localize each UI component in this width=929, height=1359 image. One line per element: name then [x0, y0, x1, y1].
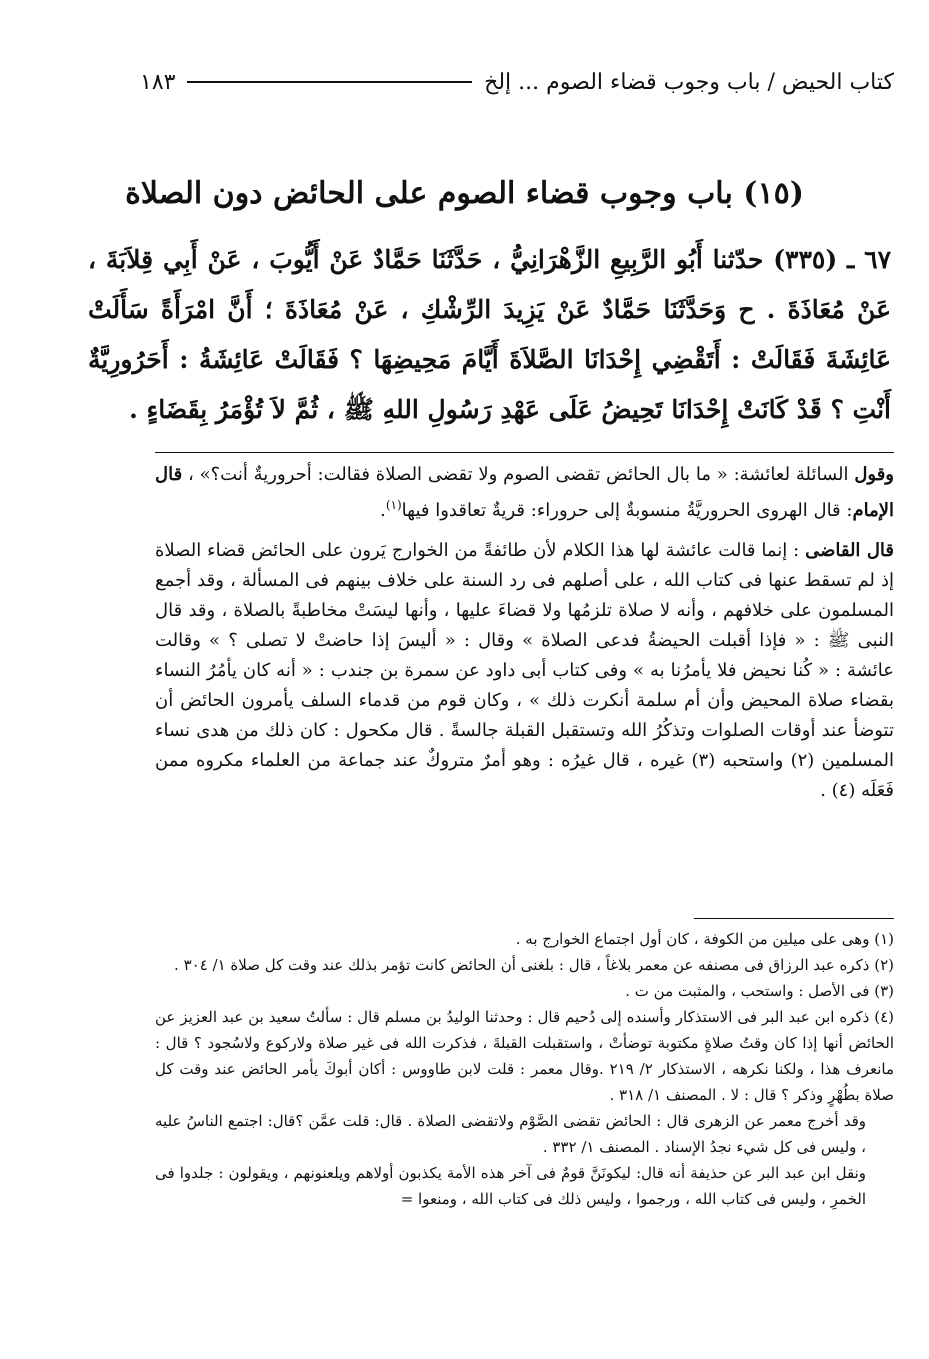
commentary-qadi-lead: قال القاضى — [805, 540, 894, 561]
commentary-paragraph-2 — [155, 536, 894, 806]
footnote-4-cont: ونقل ابن عبد البر عن حذيفة أنه قال: ليكونَنَّ قومٌ فى آخر هذه الأمة يكذبون أولاهم ويلعنونهم ، ويقولون : جلدوا فى الخمرِ ، وليس فى كتاب الله ، ورجموا ، وليس ذلك فى كتاب الله ، ومنعوا = — [155, 1164, 866, 1208]
footnote-1: (١) وهى على ميلين من الكوفة ، كان أول اجتماع الخوارج به . — [515, 930, 894, 948]
page-number: ١٨٣ — [140, 69, 176, 95]
commentary-text: السائلة لعائشة: « ما بال الحائض تقضى الصوم ولا تقضى الصلاة فقالت: أحروريةٌ أنت؟» ، — [182, 464, 855, 485]
header-rule — [187, 81, 472, 83]
footnote-rule — [694, 918, 894, 919]
commentary-text: : إنما قالت عائشة لها هذا الكلام لأن طائفةً من الخوارج يَرون على الحائض قضاء الصلاة إذ لم تسقط عنها فى كتاب الله ، على أصلهم فى رد السنة على خلاف بينهم فى المسألة ، وقد أجمع المسلمون على خلافهم ، وأنه لا صلاة تلزمُها ولا قضاءَ عليها ، وأنها ليسَتْ مخاطبةً بالصلاة ، وقد قال النبى ﷺ : « فإذا أقبلت الحيضةُ فدعى الصلاة » وقال : « أليسَ إذا حاضتْ لا تصلى ؟ » وقالت عائشة : « كُنا نحيض فلا يأمرُنا به » وفى كتاب أبى داود عن سمرة بن جندب : « أنه كان يأمُرُ النساء بقضاء صلاة المحيض وأن أم سلمة أنكرت ذلك » ، وكان قوم من قدماء السلف يأمرون الحائض أن تتوضأ عند أوقات الصلوات وتذكُرُ الله وتستقبل القبلة جالسةً . قال مكحول : كان ذلك من هدى نساء المسلمين (٢) واستحبه (٣) غيره ، قال غيرُه : وهو أمرٌ متروكٌ عند جماعة من العلماء مكروه ممن فَعَلَه (٤) . — [155, 540, 895, 801]
commentary-lead: وقول — [854, 464, 894, 485]
running-head — [140, 62, 894, 102]
footnote-3: (٣) فى الأصل : واستحب ، والمثبت من ت . — [625, 982, 894, 1000]
hadith-paragraph: ٦٧ ـ (٣٣٥) حدّثنا أَبُو الرَّبِيعِ الزَّهْرَانِيُّ ، حَدَّثَنَا حَمَّادٌ عَنْ أَيُّوبَ ، عَنْ أَبِي قِلاَبَةَ ، عَنْ مُعَاذَةَ . ح وَحَدَّثَنَا حَمَّادٌ عَنْ يَزِيدَ الرِّشْكِ ، عَنْ مُعَاذَةَ ؛ أَنَّ امْرَأَةً سَأَلَتْ عَائِشَةَ فَقَالَتْ : أَتَقْضِي إِحْدَانَا الصَّلاَةَ أَيَّامَ مَحِيضِهَا ؟ فَقَالَتْ عَائِشَةُ : أَحَرُورِيَّةٌ أَنْتِ ؟ قَدْ كَانَتْ إِحْدَانَا تَحِيضُ عَلَى عَهْدِ رَسُولِ اللهِ ﷺ ، ثُمَّ لاَ تُؤْمَرُ بِقَضَاءٍ . — [88, 245, 892, 424]
footnote-2: (٢) ذكره عبد الرزاق فى مصنفه عن معمر بلاغاً ، قال : بلغنى أن الحائض كانت تؤمر بذلك عند وقت كل صلاة ١/ ٣٠٤ . — [174, 956, 894, 974]
hadith-text — [88, 235, 891, 435]
footnote-4-cont: وقد أخرج معمر عن الزهرى قال : الحائض تقضى الصَّوْم ولاتقضى الصلاة . قال: قلت عمَّن ؟قال: اجتمع الناسُ عليه ، وليس فى كل شيء نجدُ الإسناد . المصنف ١/ ٣٣٢ . — [155, 1112, 866, 1156]
running-title: كتاب الحيض / باب وجوب قضاء الصوم ... إلخ — [484, 69, 894, 95]
footnote-ref: (١) — [385, 498, 402, 512]
commentary-text: : قال الهروى الحروريَّةُ منسوبةٌ إلى حروراء: قريةٌ تعاقدوا فيها — [401, 500, 853, 521]
commentary-imam-lead: قال الإمام — [155, 464, 894, 521]
section-divider — [155, 452, 894, 453]
commentary-text: . — [380, 500, 386, 521]
chapter-title: (١٥) باب وجوب قضاء الصوم على الحائض دون الصلاة — [125, 176, 804, 211]
commentary-paragraph-1 — [155, 460, 894, 526]
footnotes — [155, 926, 894, 1212]
commentary — [155, 460, 894, 816]
footnote-4: (٤) ذكره ابن عبد البر فى الاستذكار وأسنده إلى دُحيم قال : وحدثنا الوليدُ بن مسلم قال : سألتُ سعيد بن عبد العزيز عن الحائض أنها إذا كان وقتُ صلاةٍ مكتوبة توضأتْ ، واستقبلت القبلةَ ، فذكرت الله فى غير صلاة ولاركوع ولاسُجود ؟ قال : مانعرف هذا ، ولكنا نكرهه ، الاستذكار ٢/ ٢١٩ .وقال معمر : قلت لابن طاووس : أكان أبوكَ يأمر الحائض عند وقت كل صلاة بطُهْرٍ وذكر ؟ قال : لا . المصنف ١/ ٣١٨ . — [155, 1008, 895, 1104]
